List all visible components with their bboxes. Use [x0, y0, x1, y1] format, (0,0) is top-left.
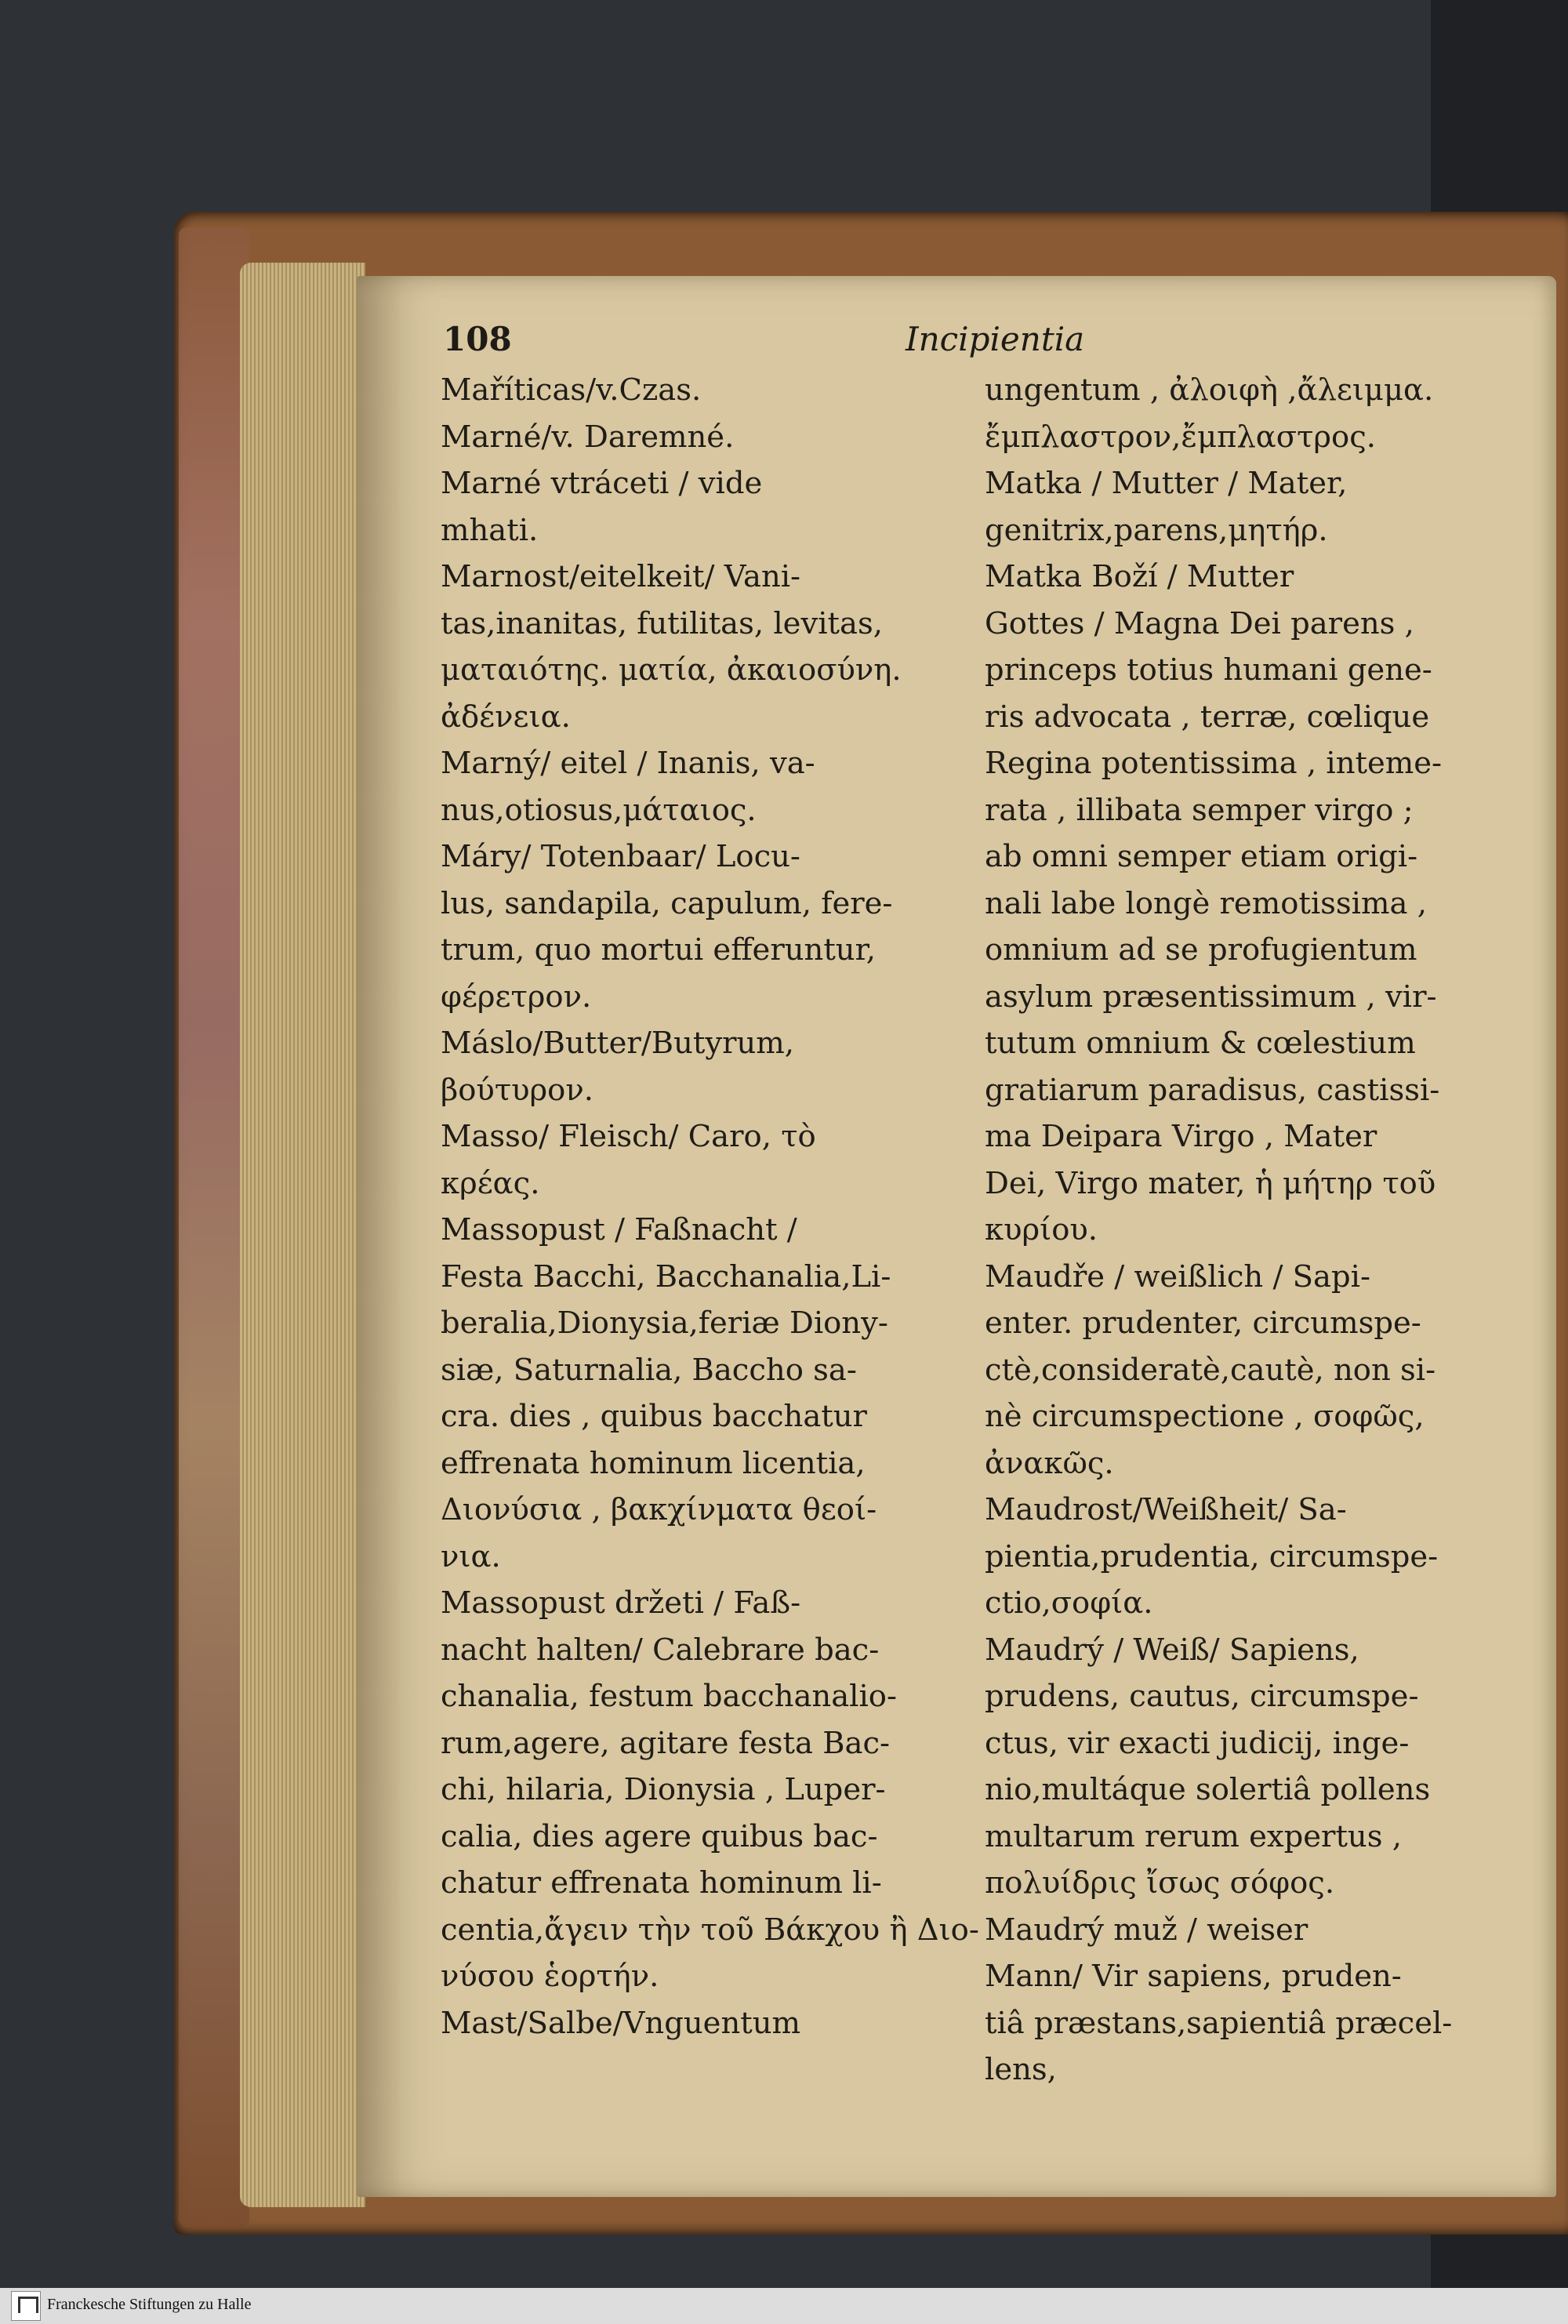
- text-line: enter. prudenter, circumspe-: [985, 1305, 1421, 1341]
- text-line: princeps totius humani gene-: [985, 652, 1432, 688]
- text-line: Máry/ Totenbaar/ Locu-: [441, 839, 800, 874]
- text-line: lus, sandapila, capulum, fere-: [441, 885, 893, 921]
- text-line: Máslo/Butter/Butyrum,: [441, 1026, 795, 1061]
- text-line: centia,ἄγειν τὴν τοῦ Βάκχου ἢ Διο-: [441, 1912, 979, 1948]
- text-line: πολυίδρις ἴσως σόφος.: [985, 1865, 1335, 1901]
- text-line: nio,multáque solertiâ pollens: [985, 1772, 1431, 1807]
- institution-logo-icon: [11, 2291, 41, 2321]
- text-line: Mann/ Vir sapiens, pruden-: [985, 1959, 1402, 1994]
- text-line: ctio,σοφία.: [985, 1585, 1153, 1621]
- text-line: Maříticas/v.Czas.: [441, 372, 702, 408]
- text-line: Regina potentissima , inteme-: [985, 746, 1443, 781]
- text-line: siæ, Saturnalia, Baccho sa-: [441, 1352, 857, 1388]
- text-line: prudens, cautus, circumspe-: [985, 1679, 1419, 1714]
- text-line: Maudře / weißlich / Sapi-: [985, 1258, 1370, 1295]
- text-line: gratiarum paradisus, castissi-: [985, 1072, 1440, 1108]
- text-line: ματαιότης. ματία, ἀκαιοσύνη.: [441, 652, 902, 688]
- text-line: ungentum , ἀλοιφὴ ,ἄλειμμα.: [985, 372, 1434, 408]
- text-line: chanalia, festum bacchanalio-: [441, 1679, 897, 1714]
- text-line: νια.: [441, 1538, 501, 1574]
- text-line: ma Deipara Virgo , Mater: [985, 1119, 1377, 1154]
- text-line: trum, quo mortui efferuntur,: [441, 932, 877, 968]
- text-line: chatur effrenata hominum li-: [441, 1865, 882, 1901]
- text-line: Marné/v. Daremné.: [441, 419, 735, 455]
- text-line: ab omni semper etiam origi-: [985, 839, 1418, 874]
- text-line: Matka Boží / Mutter: [985, 559, 1294, 594]
- text-line: nus,otiosus,μάταιος.: [441, 792, 757, 828]
- text-line: ris advocata , terræ, cœlique: [985, 699, 1430, 735]
- text-line: mhati.: [441, 512, 539, 548]
- text-line: calia, dies agere quibus bac-: [441, 1818, 878, 1854]
- text-line: Gottes / Magna Dei parens ,: [985, 605, 1414, 641]
- text-line: βούτυρον.: [441, 1072, 594, 1108]
- text-line: nè circumspectione , σοφῶς,: [985, 1399, 1425, 1434]
- text-line: omnium ad se profugientum: [985, 932, 1417, 968]
- text-line: Festa Bacchi, Bacchanalia,Li-: [441, 1258, 891, 1295]
- text-line: rum,agere, agitare festa Bac-: [441, 1725, 891, 1761]
- text-line: Marnost/eitelkeit/ Vani-: [441, 559, 801, 594]
- footer-bar: [0, 2288, 1568, 2324]
- text-line: ἔμπλαστρον,ἔμπλαστρος.: [985, 419, 1376, 455]
- text-line: Massopust držeti / Faß-: [441, 1585, 801, 1621]
- text-line: Masso/ Fleisch/ Caro, τὸ: [441, 1119, 816, 1154]
- text-line: ἀδένεια.: [441, 699, 571, 735]
- text-line: pientia,prudentia, circumspe-: [985, 1538, 1439, 1574]
- text-line: tas,inanitas, futilitas, levitas,: [441, 605, 883, 641]
- text-line: asylum præsentissimum , vir-: [985, 979, 1437, 1015]
- text-line: tiâ præstans,sapientiâ præcel-: [985, 2005, 1453, 2041]
- text-line: rata , illibata semper virgo ;: [985, 792, 1414, 828]
- page-edges: [240, 263, 365, 2207]
- text-line: ctè,consideratè,cautè, non si-: [985, 1352, 1436, 1388]
- text-line: multarum rerum expertus ,: [985, 1818, 1402, 1854]
- left-column: [441, 367, 982, 2046]
- text-line: φέρετρον.: [441, 979, 592, 1015]
- text-line: ctus, vir exacti judicij, inge-: [985, 1725, 1410, 1761]
- text-line: nali labe longè remotissima ,: [985, 885, 1427, 921]
- book-spine-marbling: [179, 227, 249, 2227]
- text-line: Matka / Mutter / Mater,: [985, 466, 1348, 501]
- text-line: κρέας.: [441, 1165, 540, 1201]
- text-line: chi, hilaria, Dionysia , Luper-: [441, 1772, 886, 1807]
- page-header: [443, 320, 1509, 367]
- institution-name: Franckesche Stiftungen zu Halle: [47, 2296, 252, 2313]
- right-column: [985, 367, 1518, 2093]
- text-line: νύσου ἑορτήν.: [441, 1959, 659, 1994]
- text-line: Mast/Salbe/Vnguentum: [441, 2005, 801, 2041]
- text-line: tutum omnium & cœlestium: [985, 1026, 1416, 1061]
- running-head: Incipientia: [906, 320, 1085, 358]
- text-line: genitrix,parens,μητήρ.: [985, 512, 1328, 548]
- text-line: Διονύσια , βακχίνματα θεοί-: [441, 1492, 877, 1527]
- text-line: Dei, Virgo mater, ἡ μήτηρ τοῦ: [985, 1165, 1436, 1201]
- text-line: beralia,Dionysia,feriæ Diony-: [441, 1305, 888, 1341]
- text-line: κυρίου.: [985, 1212, 1098, 1247]
- text-line: Maudrý / Weiß/ Sapiens,: [985, 1632, 1359, 1668]
- text-line: effrenata hominum licentia,: [441, 1445, 866, 1481]
- text-line: cra. dies , quibus bacchatur: [441, 1399, 867, 1434]
- text-line: Marný/ eitel / Inanis, va-: [441, 746, 815, 781]
- text-line: Maudrost/Weißheit/ Sa-: [985, 1492, 1347, 1527]
- text-line: nacht halten/ Calebrare bac-: [441, 1632, 880, 1668]
- page-number: 108: [443, 320, 512, 358]
- text-line: Marné vtráceti / vide: [441, 466, 763, 501]
- text-line: Massopust / Faßnacht /: [441, 1212, 797, 1247]
- text-line: lens,: [985, 2052, 1057, 2087]
- text-line: ἀνακῶς.: [985, 1445, 1114, 1481]
- text-line: Maudrý muž / weiser: [985, 1912, 1308, 1948]
